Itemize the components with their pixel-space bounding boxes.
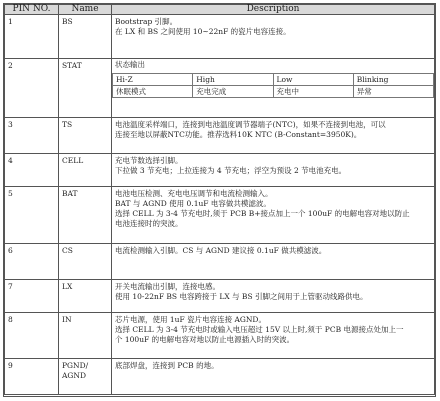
pin-number: 4 (5, 154, 59, 187)
description-line: Bootstrap 引脚。 (115, 17, 178, 26)
description-line: 选择 CELL 为 3-4 节充电时或输入电压超过 15V 以上时,须于 PCB 电源接点处加上一 (115, 325, 404, 334)
table-row (5, 359, 435, 395)
pin-name: PGND/ AGND (59, 359, 112, 395)
description-line: 电池连接时的突波。 (115, 219, 183, 228)
header-pin-no: PIN NO. (5, 5, 59, 15)
pin-description (112, 154, 435, 187)
table-row (5, 313, 435, 359)
description-line: 电流检测输入引脚。CS 与 AGND 建议接 0.1uF 做共模滤波。 (115, 246, 327, 255)
pin-description (112, 280, 435, 313)
description-line: 下拉做 3 节充电；上拉连接为 4 节充电；浮空为预设 2 节电池充电。 (115, 166, 347, 175)
pin-name: BS (59, 15, 112, 59)
pin-number: 1 (5, 15, 59, 59)
header-description: Description (112, 5, 435, 15)
description-line: 芯片电源，使用 1uF 瓷片电容连接 AGND。 (115, 315, 266, 324)
pin-name: STAT (59, 59, 112, 118)
description-line: 连接至地以屏蔽NTC功能。推荐选料10K NTC (B-Constant=3950K)。 (115, 130, 362, 139)
pin-description (112, 59, 435, 118)
status-cell: High (193, 74, 273, 86)
pin-number: 2 (5, 59, 59, 118)
pin-number: 8 (5, 313, 59, 359)
description-line: 使用 10-22nF BS 电容跨接于 LX 与 BS 引脚之间用于上管驱动线路供电。 (115, 292, 368, 301)
pin-description (112, 118, 435, 154)
pin-number: 7 (5, 280, 59, 313)
pin-description (112, 187, 435, 244)
table-row (5, 280, 435, 313)
description-line: 电池温度采样端口，连接到电池温度调节器端子(NTC)，如果不连接到电池，可以 (115, 120, 386, 129)
status-table-row (113, 74, 434, 86)
status-cell: 充电完成 (193, 86, 273, 98)
table-row (5, 15, 435, 59)
table-header-row (5, 5, 435, 15)
description-line: 在 LX 和 BS 之间使用 10~22nF 的瓷片电容连接。 (115, 27, 291, 36)
pin-description (112, 15, 435, 59)
table-row (5, 59, 435, 118)
pin-name: IN (59, 313, 112, 359)
pin-name: CELL (59, 154, 112, 187)
status-cell: Hi-Z (113, 74, 193, 86)
description-line: 选择 CELL 为 3-4 节充电时,须于 PCB B+接点加上一个 100uF 的电解电容对地以防止 (115, 209, 410, 218)
pin-description (112, 244, 435, 280)
table-row (5, 244, 435, 280)
status-output-label: 状态输出 (115, 60, 145, 69)
pin-number: 5 (5, 187, 59, 244)
pin-name: BAT (59, 187, 112, 244)
pin-description (112, 313, 435, 359)
pin-name: TS (59, 118, 112, 154)
status-cell: Blinking (353, 74, 433, 86)
table-row (5, 187, 435, 244)
description-line: BAT 与 AGND 使用 0.1uF 电容做共模滤波。 (115, 199, 271, 208)
description-line: 电池电压检测、充电电压调节和电流检测输入。 (115, 189, 273, 198)
pin-number: 3 (5, 118, 59, 154)
pin-description-table-frame (3, 3, 436, 397)
status-cell: Low (273, 74, 353, 86)
table-row (5, 154, 435, 187)
pin-description (112, 359, 435, 395)
status-cell: 休眠模式 (113, 86, 193, 98)
description-line: 充电节数选择引脚。 (115, 156, 183, 165)
status-cell: 充电中 (273, 86, 353, 98)
description-line: 底部焊盘，连接到 PCB 的地。 (115, 361, 219, 370)
status-cell: 异常 (353, 86, 433, 98)
description-line: 开关电流输出引脚，连接电感。 (115, 282, 220, 291)
status-table-row (113, 86, 434, 98)
pin-number: 6 (5, 244, 59, 280)
pin-name: CS (59, 244, 112, 280)
pin-name: LX (59, 280, 112, 313)
header-name: Name (59, 5, 112, 15)
table-row (5, 118, 435, 154)
pin-number: 9 (5, 359, 59, 395)
pin-description-table (4, 4, 435, 395)
status-table (112, 73, 434, 98)
description-line: 个 100uF 的电解电容对地以防止电源插入时的突波。 (115, 335, 295, 344)
